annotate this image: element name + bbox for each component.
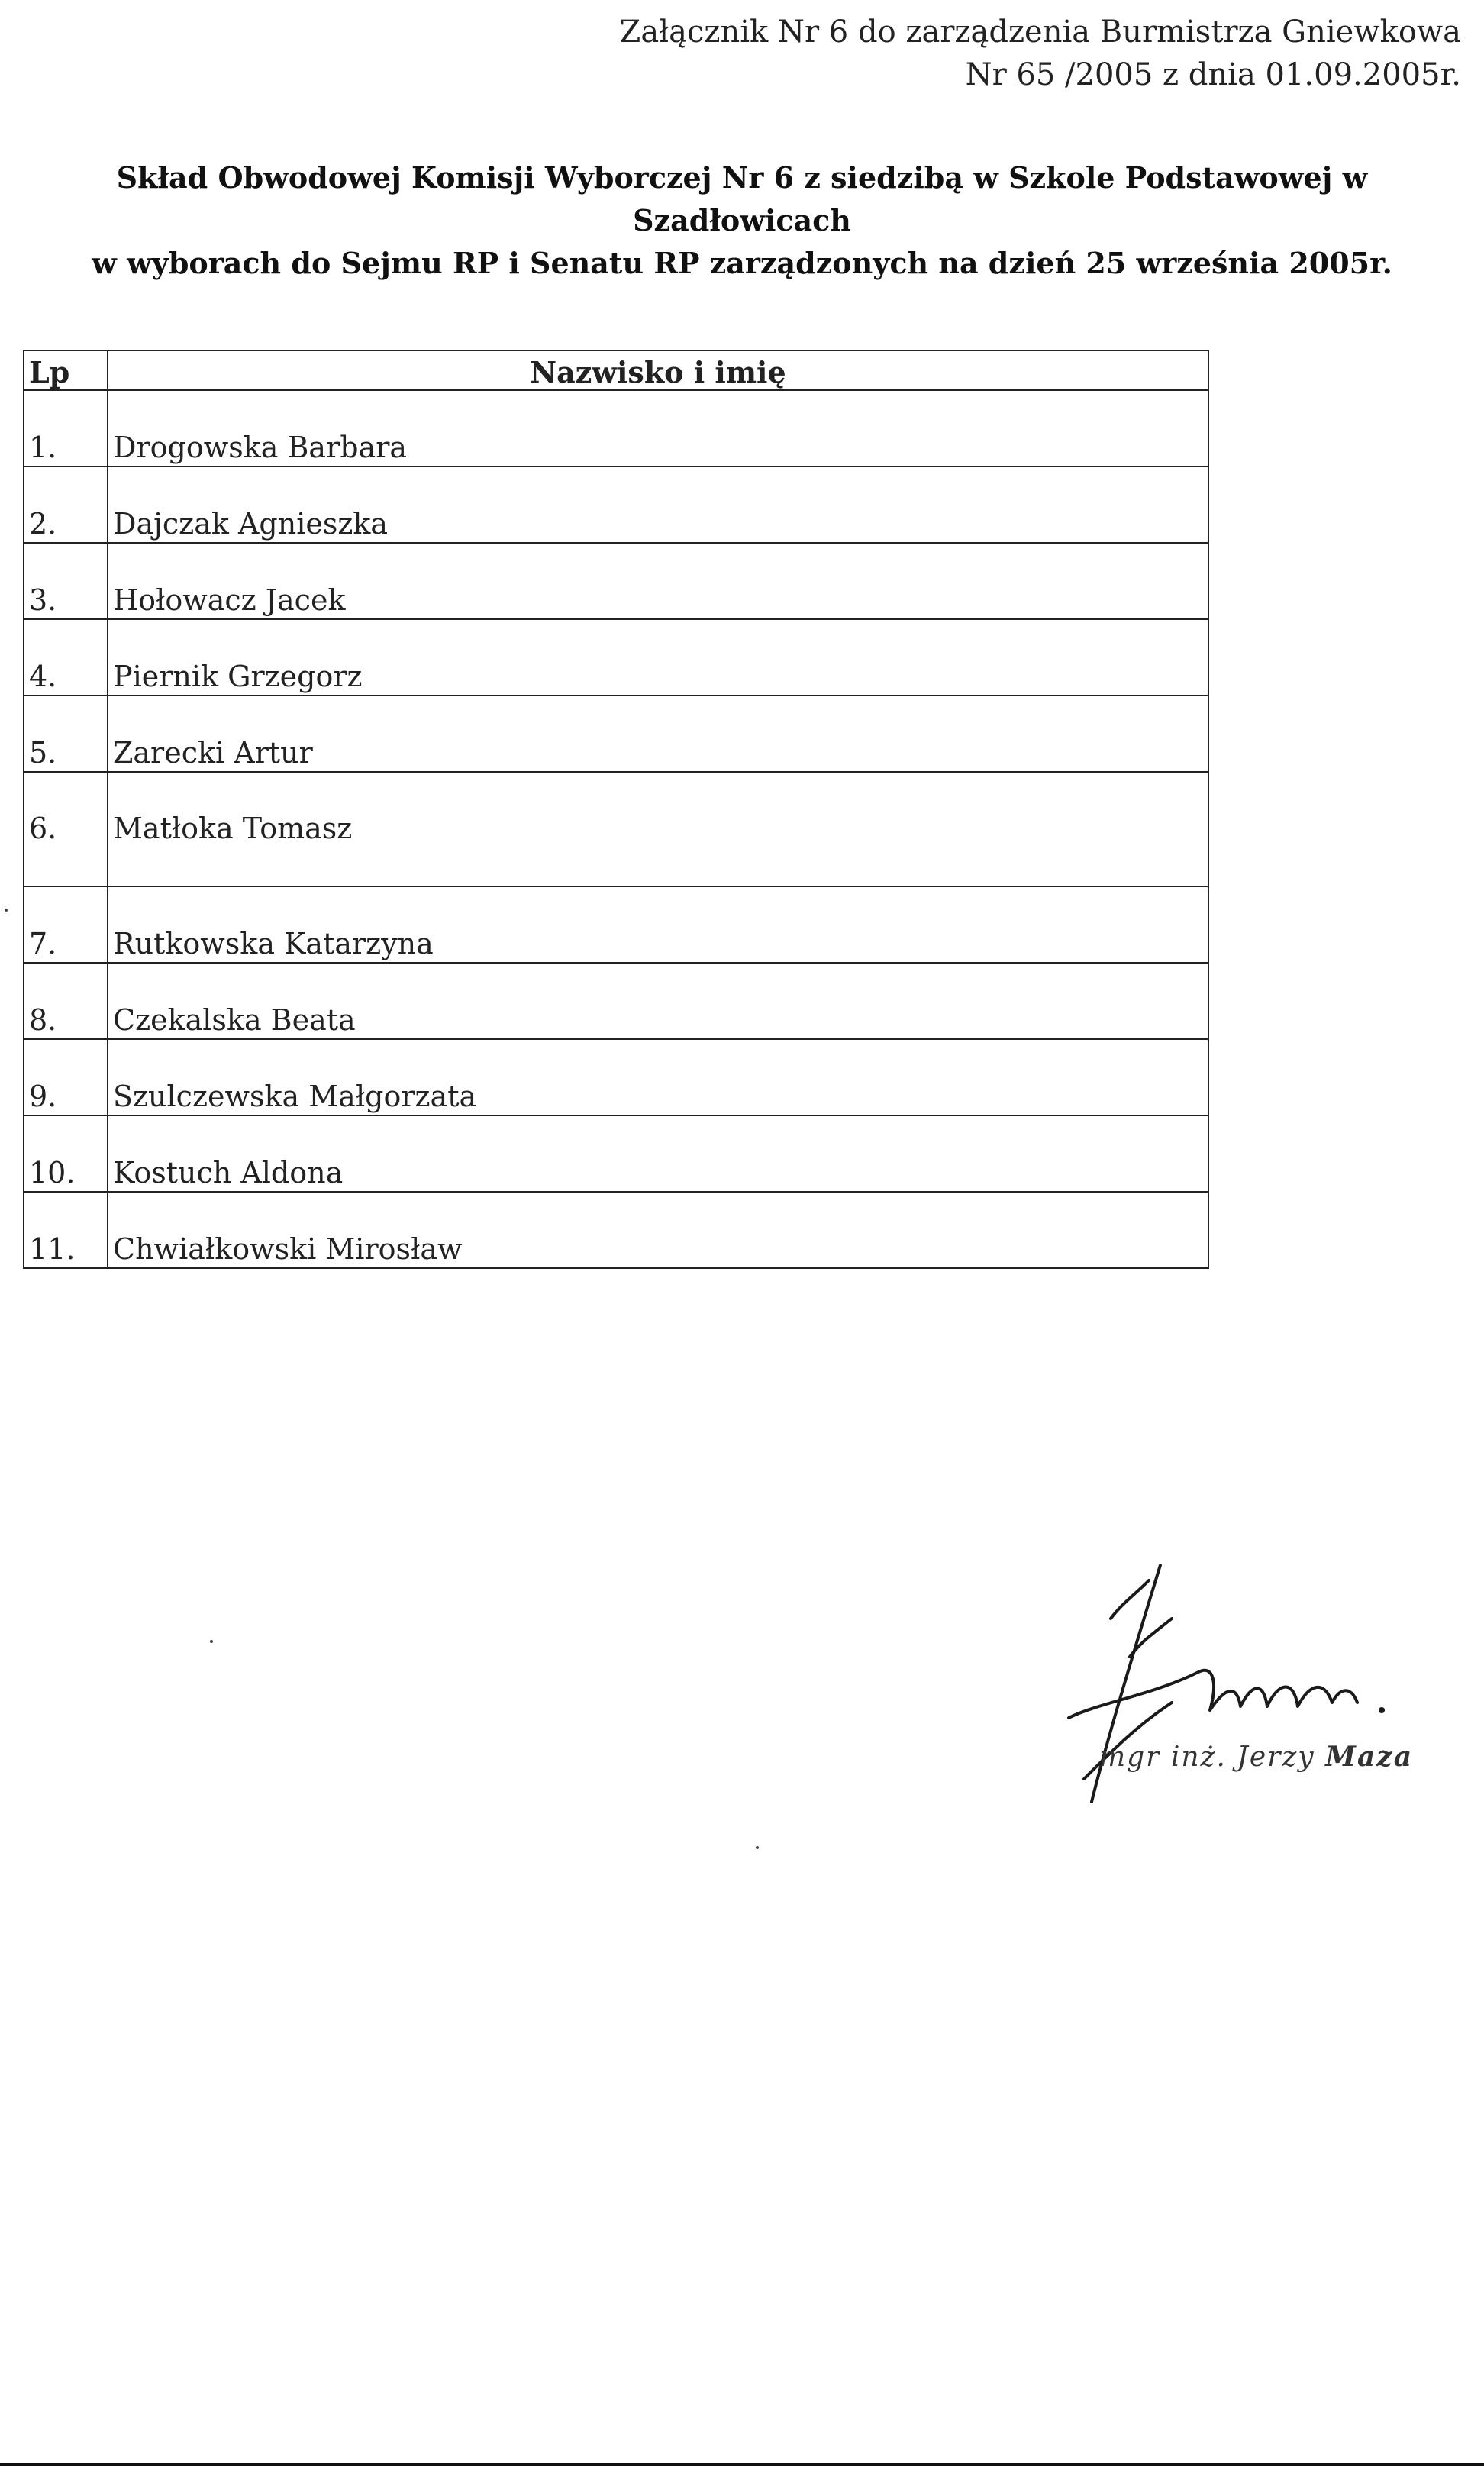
table-row <box>24 1039 1208 1115</box>
table-row <box>24 1115 1208 1192</box>
row-number: 7. <box>24 886 108 963</box>
scan-speck <box>756 1846 759 1849</box>
signatory-title-name: mgr inż. Jerzy <box>1099 1741 1315 1773</box>
member-name: Czekalska Beata <box>108 963 1208 1039</box>
row-number: 5. <box>24 696 108 772</box>
table-row <box>24 619 1208 696</box>
annex-reference <box>620 11 1461 96</box>
table-row <box>24 466 1208 543</box>
table-row <box>24 963 1208 1039</box>
row-number: 6. <box>24 772 108 886</box>
document-title <box>0 157 1484 285</box>
row-number: 10. <box>24 1115 108 1192</box>
member-name: Dajczak Agnieszka <box>108 466 1208 543</box>
annex-line-1: Załącznik Nr 6 do zarządzenia Burmistrza Gniewkowa <box>619 15 1461 50</box>
member-name: Zarecki Artur <box>108 696 1208 772</box>
committee-members-table <box>23 350 1209 1269</box>
annex-line-2: Nr 65 /2005 z dnia 01.09.2005r. <box>965 57 1461 92</box>
title-line-3: w wyborach do Sejmu RP i Senatu RP zarządzonych na dzień 25 września 2005r. <box>92 246 1392 280</box>
row-number: 8. <box>24 963 108 1039</box>
page-bottom-rule <box>0 2463 1484 2466</box>
title-line-1: Skład Obwodowej Komisji Wyborczej Nr 6 z siedzibą w Szkole Podstawowej w <box>116 160 1368 195</box>
table-header-row <box>24 350 1208 390</box>
column-header-lp: Lp <box>24 350 108 390</box>
member-name: Drogowska Barbara <box>108 390 1208 466</box>
member-name: Hołowacz Jacek <box>108 543 1208 619</box>
member-name: Szulczewska Małgorzata <box>108 1039 1208 1115</box>
member-name: Rutkowska Katarzyna <box>108 886 1208 963</box>
member-name: Chwiałkowski Mirosław <box>108 1192 1208 1268</box>
signatory-stamp <box>1099 1741 1413 1773</box>
row-number: 9. <box>24 1039 108 1115</box>
table-row <box>24 772 1208 886</box>
scan-speck <box>5 909 8 912</box>
table-row <box>24 1192 1208 1268</box>
row-number: 11. <box>24 1192 108 1268</box>
column-header-name: Nazwisko i imię <box>108 350 1208 390</box>
table-row <box>24 390 1208 466</box>
row-number: 4. <box>24 619 108 696</box>
table-row <box>24 696 1208 772</box>
row-number: 1. <box>24 390 108 466</box>
scan-speck <box>210 1640 213 1643</box>
signature-block <box>1038 1550 1466 1840</box>
table-row <box>24 543 1208 619</box>
member-name: Piernik Grzegorz <box>108 619 1208 696</box>
title-line-2: Szadłowicach <box>633 203 851 237</box>
row-number: 3. <box>24 543 108 619</box>
row-number: 2. <box>24 466 108 543</box>
table-row <box>24 886 1208 963</box>
handwritten-signature <box>1038 1550 1466 1840</box>
member-name: Kostuch Aldona <box>108 1115 1208 1192</box>
signatory-surname: Maza <box>1325 1741 1414 1773</box>
member-name: Matłoka Tomasz <box>108 772 1208 886</box>
